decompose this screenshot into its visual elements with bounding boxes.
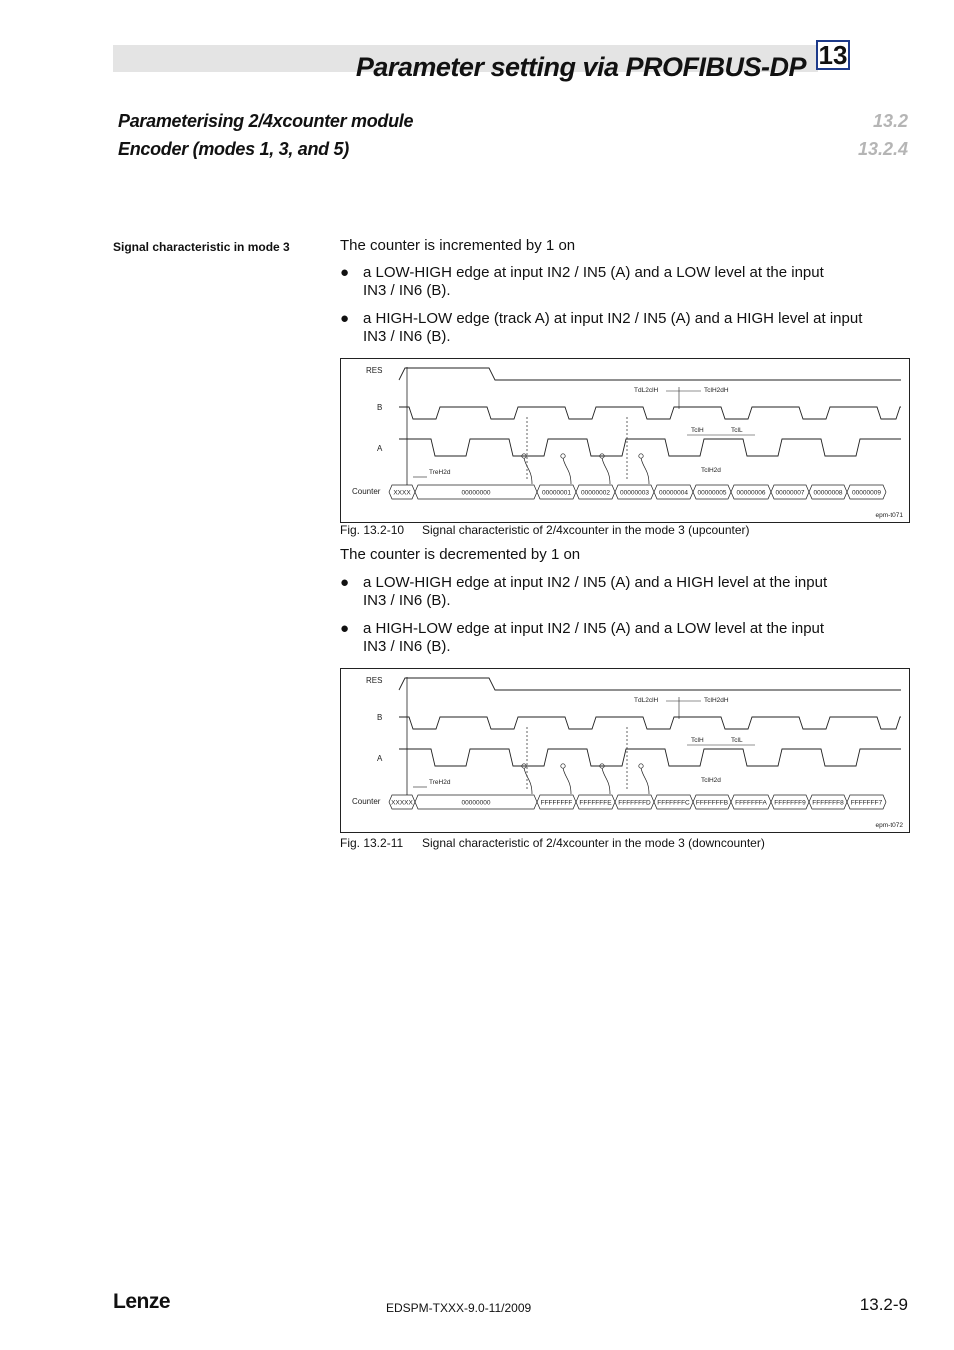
counter-value: 00000001: [542, 489, 571, 497]
bullet-line: a LOW-HIGH edge at input IN2 / IN5 (A) and a HIGH level at the input: [363, 574, 828, 591]
subsection-number: 13.2.4: [857, 139, 908, 159]
a-waveform: [399, 439, 901, 456]
timing-label: TclH: [691, 737, 704, 744]
signal-label-b: B: [377, 713, 383, 722]
counter-value: FFFFFFFA: [735, 799, 767, 807]
subsection-title: Encoder (modes 1, 3, and 5): [118, 139, 349, 159]
counter-value: 00000007: [775, 489, 805, 497]
res-waveform: [399, 368, 901, 380]
bullet-down-2: [340, 620, 900, 656]
timing-label: TclL: [731, 737, 743, 744]
timing-label: TdL2clH: [634, 697, 659, 704]
bullet-line: a HIGH-LOW edge (track A) at input IN2 / IN5 (A) and a HIGH level at input: [363, 310, 863, 327]
res-waveform: [399, 678, 901, 690]
signal-label-a: A: [377, 444, 383, 453]
edge-marker-icon: [639, 764, 643, 768]
intro-up: The counter is incremented by 1 on: [340, 237, 576, 254]
lenze-logo: Lenze: [113, 1290, 171, 1313]
timing-label: TreH2d: [429, 469, 451, 476]
edge-arrow-path: [602, 458, 610, 484]
edge-arrow-path: [563, 768, 571, 794]
timing-diagram-down: [340, 668, 910, 833]
timing-label: TclH2dH: [704, 697, 729, 704]
section-title: Parameterising 2/4xcounter module: [118, 111, 414, 131]
counter-value: 00000002: [581, 489, 610, 497]
edge-marker-icon: [639, 454, 643, 458]
counter-value: 00000000: [461, 799, 491, 807]
edge-arrow-path: [602, 768, 610, 794]
figure-caption-text: Signal characteristic of 2/4xcounter in the mode 3 (upcounter): [422, 523, 750, 537]
footer-doc-id: EDSPM-TXXX-9.0-11/2009: [386, 1301, 532, 1315]
bullet-line: IN3 / IN6 (B).: [363, 282, 451, 299]
edge-marker-icon: [561, 764, 565, 768]
bullet-down-1: [340, 574, 900, 610]
counter-value: FFFFFFFB: [695, 799, 729, 807]
sidebar-label: Signal characteristic in mode 3: [113, 240, 290, 254]
timing-label: TclH: [691, 427, 704, 434]
timing-label: TreH2d: [429, 779, 451, 786]
timing-diagram-svg: [341, 359, 911, 524]
bullet-dot-icon: ●: [340, 620, 350, 637]
chapter-number-box: 13: [816, 40, 850, 70]
b-waveform: [399, 407, 901, 419]
counter-value: FFFFFFFD: [618, 799, 651, 807]
page-number: 13.2-9: [859, 1295, 908, 1314]
timing-label: TclH2d: [701, 467, 721, 474]
counter-value: 00000008: [813, 489, 843, 497]
counter-value: XXXXX: [391, 799, 413, 807]
bullet-dot-icon: ●: [340, 310, 350, 327]
counter-value: FFFFFFFF: [540, 799, 573, 807]
edge-arrow-path: [524, 458, 532, 484]
figure-number: Fig. 13.2-10: [340, 523, 405, 537]
timing-diagram-svg: [341, 669, 911, 834]
counter-value: FFFFFFF8: [812, 799, 844, 807]
figure-code: epm-t071: [875, 512, 903, 519]
signal-label-res: RES: [366, 676, 383, 685]
bullet-line: a HIGH-LOW edge at input IN2 / IN5 (A) and a LOW level at the input: [363, 620, 825, 637]
counter-value: XXXX: [393, 489, 411, 497]
counter-value: FFFFFFFE: [579, 799, 612, 807]
counter-value: 00000004: [659, 489, 688, 497]
counter-value: FFFFFFF7: [850, 799, 883, 807]
timing-label: TclL: [731, 427, 743, 434]
figure-caption-up: [340, 523, 750, 537]
signal-label-counter: Counter: [352, 487, 381, 496]
figure-caption-down: [340, 836, 765, 850]
counter-value: 00000009: [852, 489, 881, 497]
bullet-dot-icon: ●: [340, 264, 350, 281]
counter-value: 00000005: [697, 489, 727, 497]
section-number: 13.2: [872, 111, 908, 131]
bullet-up-1: [340, 264, 900, 300]
figure-caption-text: Signal characteristic of 2/4xcounter in the mode 3 (downcounter): [422, 836, 765, 850]
bullet-dot-icon: ●: [340, 574, 350, 591]
timing-label: TclH2d: [701, 777, 721, 784]
timing-label: TclH2dH: [704, 387, 729, 394]
edge-arrow-path: [641, 768, 649, 794]
signal-label-counter: Counter: [352, 797, 381, 806]
bullet-up-2: [340, 310, 900, 346]
page-title: Parameter setting via PROFIBUS-DP: [355, 52, 806, 82]
edge-marker-icon: [561, 454, 565, 458]
counter-value: 00000003: [620, 489, 649, 497]
bullet-line: IN3 / IN6 (B).: [363, 592, 451, 609]
counter-value: FFFFFFFC: [657, 799, 690, 807]
figure-number: Fig. 13.2-11: [340, 836, 404, 850]
edge-arrow-path: [641, 458, 649, 484]
edge-arrow-path: [524, 768, 532, 794]
signal-label-res: RES: [366, 366, 383, 375]
counter-value: 00000000: [461, 489, 491, 497]
bullet-line: IN3 / IN6 (B).: [363, 328, 451, 345]
figure-code: epm-t072: [875, 822, 903, 829]
b-waveform: [399, 717, 901, 729]
edge-arrow-path: [563, 458, 571, 484]
intro-down: The counter is decremented by 1 on: [340, 546, 581, 563]
timing-diagram-up: [340, 358, 910, 523]
bullet-line: a LOW-HIGH edge at input IN2 / IN5 (A) and a LOW level at the input: [363, 264, 824, 281]
signal-label-b: B: [377, 403, 383, 412]
counter-value: 00000006: [736, 489, 766, 497]
counter-value: FFFFFFF9: [774, 799, 806, 807]
timing-label: TdL2clH: [634, 387, 659, 394]
bullet-line: IN3 / IN6 (B).: [363, 638, 451, 655]
signal-label-a: A: [377, 754, 383, 763]
a-waveform: [399, 749, 901, 766]
